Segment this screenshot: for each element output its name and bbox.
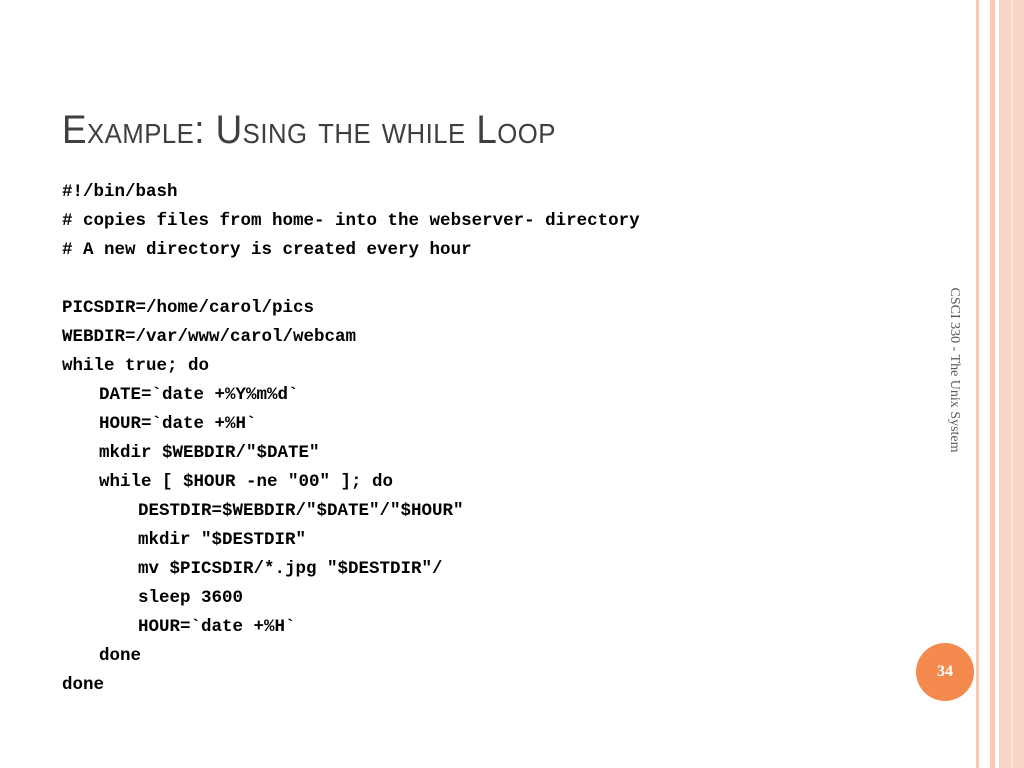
page-number: 34 [937, 663, 953, 680]
code-line: mv $PICSDIR/*.jpg "$DESTDIR"/ [138, 559, 443, 579]
code-line: # copies files from home- into the webserver- directory [62, 211, 640, 231]
slide-title: Example: Using the while Loop [62, 108, 556, 152]
code-line-blank [62, 265, 640, 294]
code-line: mkdir $WEBDIR/"$DATE" [99, 443, 320, 463]
decor-stripe [979, 0, 990, 768]
code-line: sleep 3600 [138, 588, 244, 608]
code-line: HOUR=`date +%H` [138, 617, 296, 637]
code-block [62, 178, 640, 700]
code-line: while true; do [62, 356, 210, 376]
code-line: mkdir "$DESTDIR" [138, 530, 307, 550]
page-number-badge [916, 643, 974, 701]
code-line: done [99, 646, 142, 666]
code-line: DATE=`date +%Y%m%d` [99, 385, 299, 405]
decor-stripe [1011, 0, 1013, 768]
course-footer: CSCI 330 - The Unix System [947, 287, 962, 453]
code-line: PICSDIR=/home/carol/pics [62, 298, 315, 318]
code-line: #!/bin/bash [62, 182, 178, 202]
code-line: HOUR=`date +%H` [99, 414, 257, 434]
code-line: DESTDIR=$WEBDIR/"$DATE"/"$HOUR" [138, 501, 464, 521]
code-line: while [ $HOUR -ne "00" ]; do [99, 472, 394, 492]
code-line: # A new directory is created every hour [62, 240, 472, 260]
code-line: done [62, 675, 105, 695]
code-line: WEBDIR=/var/www/carol/webcam [62, 327, 357, 347]
